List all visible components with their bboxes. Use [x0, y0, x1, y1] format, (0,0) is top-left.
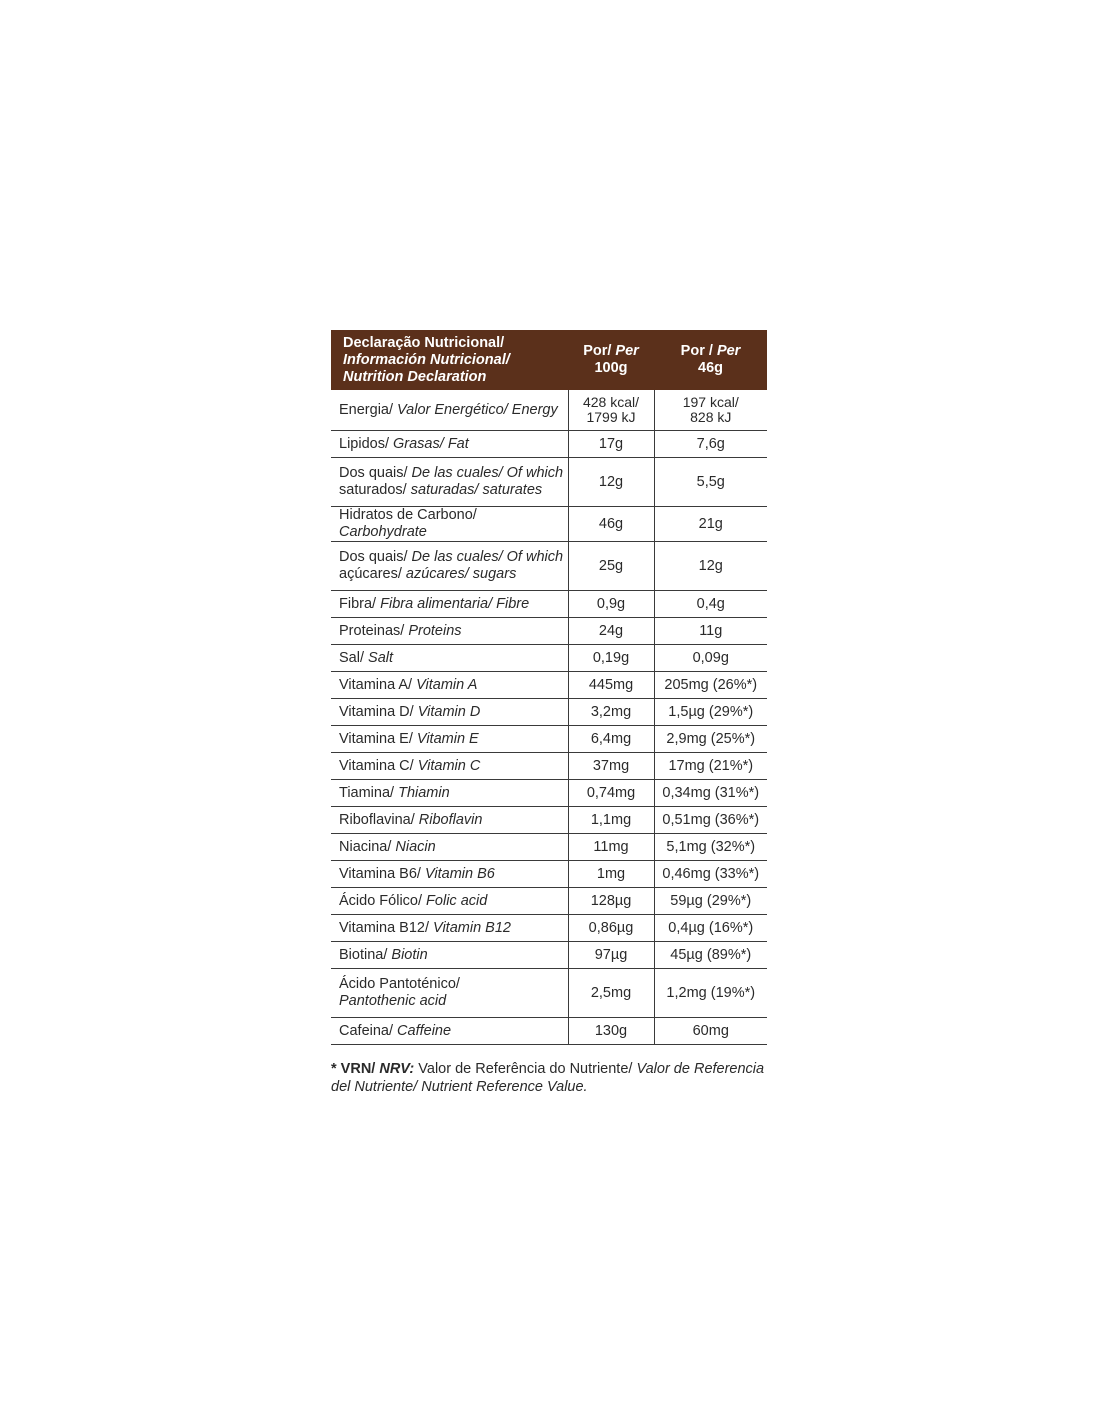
table-row — [331, 726, 767, 753]
value-46g: 0,46mg (33%*) — [654, 861, 767, 888]
value-100g: 0,86µg — [568, 915, 654, 942]
value-46g: 0,4g — [654, 591, 767, 618]
table-row — [331, 507, 767, 542]
table-row — [331, 807, 767, 834]
nutrient-name: Dos quais/ De las cuales/ Of which saturados/ saturadas/ saturates — [331, 458, 568, 507]
value-46g: 59µg (29%*) — [654, 888, 767, 915]
value-100g: 11mg — [568, 834, 654, 861]
nutrient-name: Ácido Fólico/ Folic acid — [331, 888, 568, 915]
value-100g: 46g — [568, 507, 654, 542]
header-per-100g: Por/ Per 100g — [568, 330, 654, 390]
value-46g: 0,09g — [654, 645, 767, 672]
nutrient-name: Energia/ Valor Energético/ Energy — [331, 390, 568, 431]
nutrition-table — [331, 330, 767, 1045]
table-row — [331, 780, 767, 807]
title-pt: Declaração Nutricional/ — [343, 334, 505, 351]
value-46g: 5,1mg (32%*) — [654, 834, 767, 861]
value-100g: 428 kcal/ 1799 kJ — [568, 390, 654, 431]
nutrition-label — [331, 330, 767, 1045]
value-100g: 1mg — [568, 861, 654, 888]
nutrient-name: Sal/ Salt — [331, 645, 568, 672]
table-row — [331, 645, 767, 672]
table-row — [331, 888, 767, 915]
footnote — [331, 1060, 771, 1096]
nutrient-name: Lipidos/ Grasas/ Fat — [331, 431, 568, 458]
value-100g: 97µg — [568, 942, 654, 969]
value-46g: 0,4µg (16%*) — [654, 915, 767, 942]
value-100g: 24g — [568, 618, 654, 645]
table-row — [331, 699, 767, 726]
value-100g: 12g — [568, 458, 654, 507]
nutrient-name: Niacina/ Niacin — [331, 834, 568, 861]
nutrient-name: Vitamina B12/ Vitamin B12 — [331, 915, 568, 942]
footnote-prefix-en: NRV: — [379, 1061, 415, 1077]
footnote-text-pt: Valor de Referência do Nutriente/ — [418, 1061, 633, 1077]
value-100g: 128µg — [568, 888, 654, 915]
title-en: Nutrition Declaration — [343, 368, 487, 385]
table-row — [331, 861, 767, 888]
value-46g: 197 kcal/ 828 kJ — [654, 390, 767, 431]
value-46g: 1,2mg (19%*) — [654, 969, 767, 1018]
table-row — [331, 458, 767, 507]
value-46g: 11g — [654, 618, 767, 645]
nutrient-name: Tiamina/ Thiamin — [331, 780, 568, 807]
nutrient-name: Dos quais/ De las cuales/ Of which açúcares/ azúcares/ sugars — [331, 542, 568, 591]
value-100g: 25g — [568, 542, 654, 591]
table-row — [331, 431, 767, 458]
nutrient-name: Cafeina/ Caffeine — [331, 1018, 568, 1045]
table-row — [331, 915, 767, 942]
value-100g: 1,1mg — [568, 807, 654, 834]
table-row — [331, 753, 767, 780]
nutrient-name: Vitamina C/ Vitamin C — [331, 753, 568, 780]
header-per-46g: Por / Per 46g — [654, 330, 767, 390]
footnote-text-line2: del Nutriente/ Nutrient Reference Value. — [331, 1079, 588, 1095]
value-46g: 1,5µg (29%*) — [654, 699, 767, 726]
table-row — [331, 834, 767, 861]
nutrient-name: Vitamina B6/ Vitamin B6 — [331, 861, 568, 888]
value-46g: 45µg (89%*) — [654, 942, 767, 969]
table-row — [331, 542, 767, 591]
value-46g: 2,9mg (25%*) — [654, 726, 767, 753]
value-100g: 17g — [568, 431, 654, 458]
value-46g: 21g — [654, 507, 767, 542]
value-100g: 0,9g — [568, 591, 654, 618]
value-100g: 445mg — [568, 672, 654, 699]
value-46g: 205mg (26%*) — [654, 672, 767, 699]
nutrient-name: Hidratos de Carbono/ Carbohydrate — [331, 507, 568, 542]
table-row — [331, 942, 767, 969]
nutrient-name: Vitamina E/ Vitamin E — [331, 726, 568, 753]
value-100g: 37mg — [568, 753, 654, 780]
table-row — [331, 618, 767, 645]
value-46g: 0,51mg (36%*) — [654, 807, 767, 834]
nutrient-name: Vitamina A/ Vitamin A — [331, 672, 568, 699]
footnote-prefix: * VRN/ — [331, 1061, 376, 1077]
nutrient-name: Ácido Pantoténico/ Pantothenic acid — [331, 969, 568, 1018]
value-100g: 3,2mg — [568, 699, 654, 726]
value-46g: 0,34mg (31%*) — [654, 780, 767, 807]
title-es: Información Nutricional/ — [343, 351, 510, 368]
table-row — [331, 591, 767, 618]
header-title — [331, 330, 568, 390]
value-100g: 2,5mg — [568, 969, 654, 1018]
footnote-text-es: Valor de Referencia — [636, 1061, 765, 1077]
value-100g: 0,19g — [568, 645, 654, 672]
value-46g: 60mg — [654, 1018, 767, 1045]
nutrient-name: Riboflavina/ Riboflavin — [331, 807, 568, 834]
table-row — [331, 672, 767, 699]
value-46g: 5,5g — [654, 458, 767, 507]
table-row — [331, 1018, 767, 1045]
nutrient-name: Vitamina D/ Vitamin D — [331, 699, 568, 726]
value-46g: 12g — [654, 542, 767, 591]
value-100g: 0,74mg — [568, 780, 654, 807]
value-100g: 130g — [568, 1018, 654, 1045]
value-100g: 6,4mg — [568, 726, 654, 753]
value-46g: 7,6g — [654, 431, 767, 458]
nutrient-name: Biotina/ Biotin — [331, 942, 568, 969]
table-row — [331, 969, 767, 1018]
value-46g: 17mg (21%*) — [654, 753, 767, 780]
nutrient-name: Proteinas/ Proteins — [331, 618, 568, 645]
table-header — [331, 330, 767, 390]
table-row — [331, 390, 767, 431]
nutrient-name: Fibra/ Fibra alimentaria/ Fibre — [331, 591, 568, 618]
